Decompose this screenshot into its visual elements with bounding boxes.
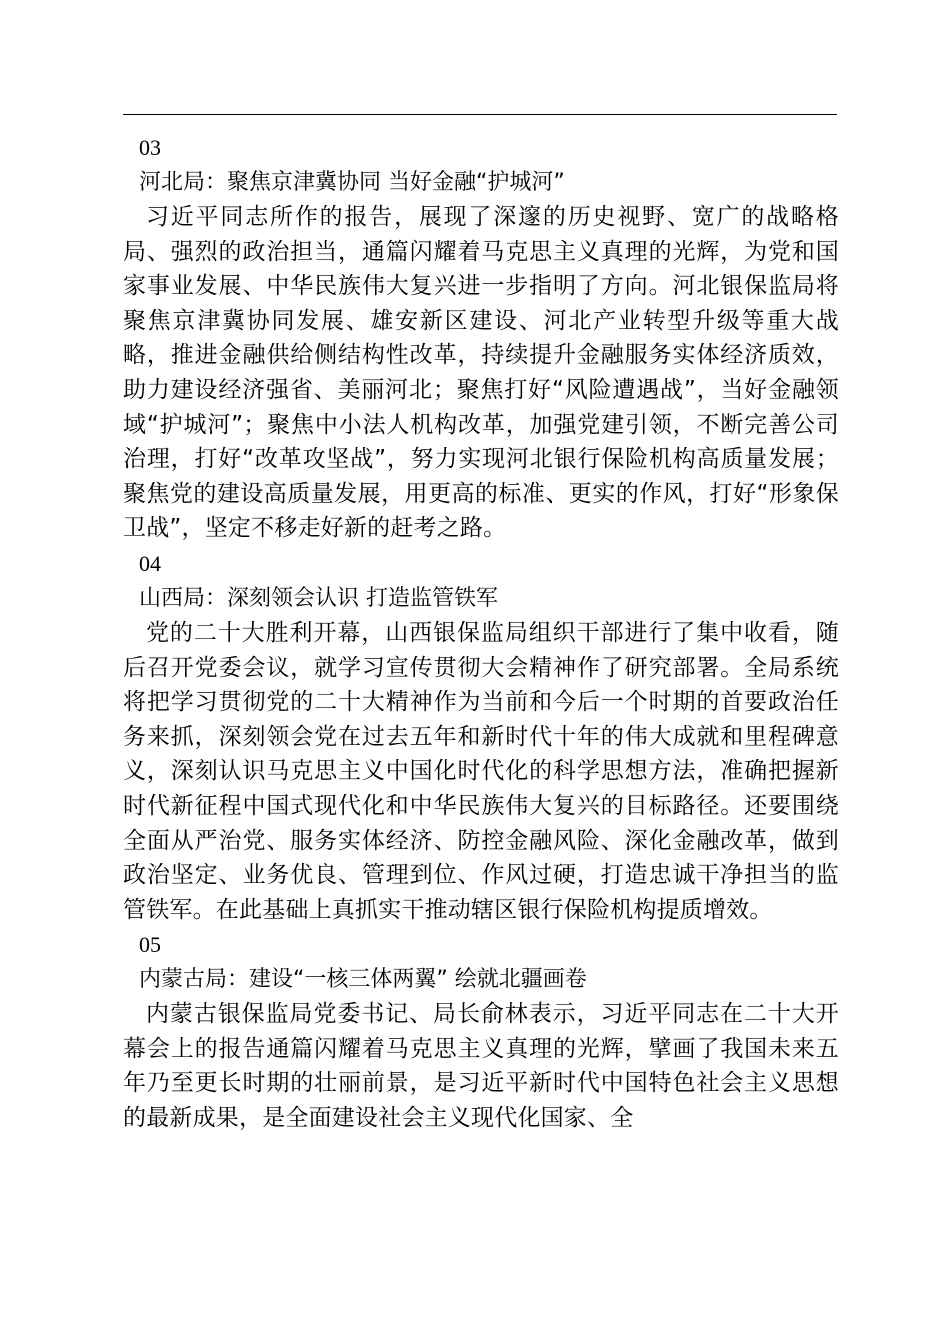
section-shanxi (123, 546, 839, 927)
header-rule (123, 114, 837, 115)
section-body: 内蒙古银保监局党委书记、局长俞林表示，习近平同志在二十大开幕会上的报告通篇闪耀着马克思主义真理的光辉，擘画了我国未来五年乃至更长时期的壮丽前景，是习近平新时代中国特色社会主义思想的最新成果，是全面建设社会主义现代化国家、全 (123, 1001, 839, 1132)
section-number: 05 (139, 932, 161, 958)
section-title: 河北局：聚焦京津冀协同 当好金融“护城河” (139, 170, 565, 195)
section-hebei (123, 130, 839, 546)
section-title: 内蒙古局：建设“一核三体两翼” 绘就北疆画卷 (139, 967, 587, 993)
section-number: 03 (139, 135, 161, 160)
article-content (123, 130, 839, 1136)
section-body: 习近平同志所作的报告，展现了深邃的历史视野、宽广的战略格局、强烈的政治担当，通篇闪耀着马克思主义真理的光辉，为党和国家事业发展、中华民族伟大复兴进一步指明了方向。河北银保监局将聚焦京津冀协同发展、雄安新区建设、河北产业转型升级等重大战略，推进金融供给侧结构性改革，持续提升金融服务实体经济质效，助力建设经济强省、美丽河北；聚焦打好“风险遭遇战”，当好金融领域“护城河”；聚焦中小法人机构改革，加强党建引领，不断完善公司治理，打好“改革攻坚战”，努力实现河北银行保险机构高质量发展；聚焦党的建设高质量发展，用更高的标准、更实的作风，打好“形象保卫战”，坚定不移走好新的赶考之路。 (123, 204, 839, 542)
section-title: 山西局：深刻领会认识 打造监管铁军 (139, 585, 498, 611)
section-body: 党的二十大胜利开幕，山西银保监局组织干部进行了集中收看，随后召开党委会议，就学习宣传贯彻大会精神作了研究部署。全局系统将把学习贯彻党的二十大精神作为当前和今后一个时期的首要政治任务来抓，深刻领会党在过去五年和新时代十年的伟大成就和里程碑意义，深刻认识马克思主义中国化时代化的科学思想方法，准确把握新时代新征程中国式现代化和中华民族伟大复兴的目标路径。还要围绕全面从严治党、服务实体经济、防控金融风险、深化金融改革，做到政治坚定、业务优良、管理到位、作风过硬，打造忠诚干净担当的监管铁军。在此基础上真抓实干推动辖区银行保险机构提质增效。 (123, 619, 839, 923)
section-neimenggu (123, 927, 839, 1135)
section-number: 04 (139, 550, 161, 576)
